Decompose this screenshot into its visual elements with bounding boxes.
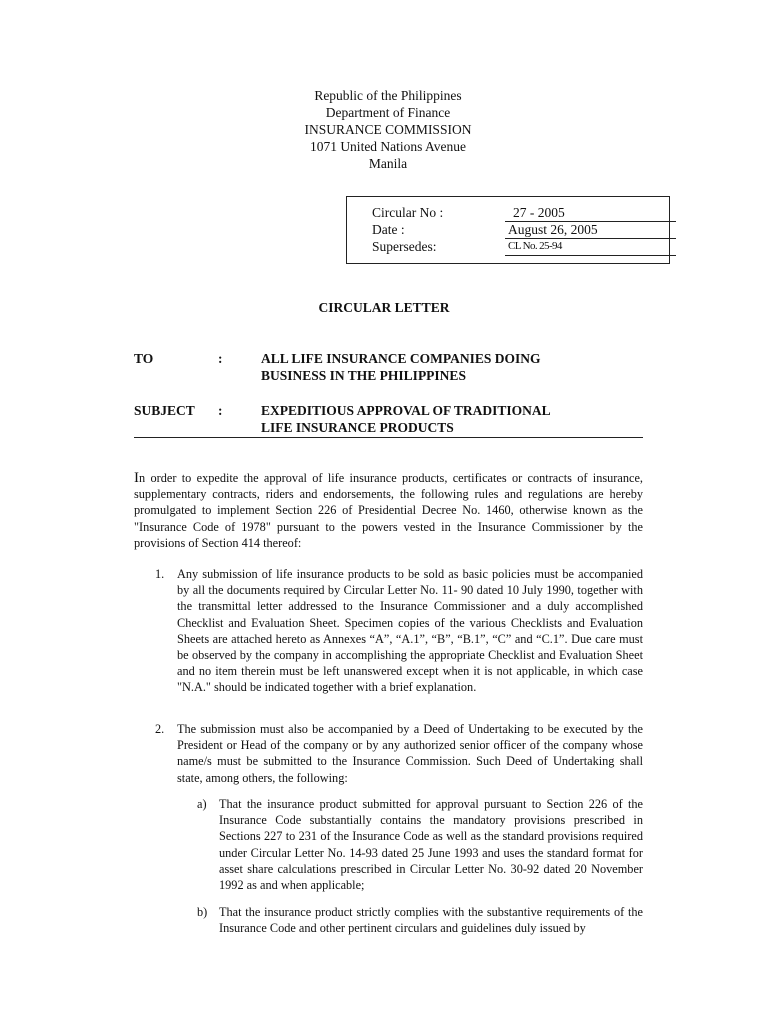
intro-paragraph xyxy=(134,470,643,551)
intro-text: n order to expedite the approval of life insurance products, certificates or contracts of insurance, supplementary contracts, riders and endorsements, the following rules and regulations are hereby promulgated to implement Section 226 of Presidential Decree No. 1460, otherwise known as the "Insurance Code of 1978" pursuant to the powers vested in the Insurance Commissioner by the provisions of Section 414 thereof: xyxy=(134,471,643,550)
letterhead-address: 1071 United Nations Avenue xyxy=(309,139,467,154)
sub-list-item-text: That the insurance product submitted for approval pursuant to Section 226 of the Insurance Code substantially contains the mandatory provisions prescribed in Sections 227 to 231 of the Insurance Code as well as the standard provisions required under Circular Letter No. 14-93 dated 25 June 1993 and uses the standard format for asset share calculations prescribed in Circular Letter No. 30-92 dated 20 November 1992 as and when applicable; xyxy=(219,797,643,893)
circular-no-label: Circular No : xyxy=(372,205,444,220)
subject-value: EXPEDITIOUS APPROVAL OF TRADITIONAL LIFE INSURANCE PRODUCTS xyxy=(261,403,550,435)
letterhead xyxy=(238,87,538,172)
letterhead-country: Republic of the Philippines xyxy=(314,88,462,103)
subject-colon: : xyxy=(218,403,223,418)
to-value: ALL LIFE INSURANCE COMPANIES DOING BUSINESS IN THE PHILIPPINES xyxy=(261,351,541,383)
list-item-text: Any submission of life insurance products to be sold as basic policies must be accompanied by all the documents required by Circular Letter No. 11- 90 dated 10 July 1990, together with the transmittal letter addressed to the Insurance Commissioner and a duly accomplished Checklist and Evaluation Sheet. Specimen copies of the various Checklists and Evaluation Sheets are attached hereto as Annexes “A”, “A.1”, “B”, “B.1”, “C” and “C.1”. Due care must be observed by the company in accomplishing the appropriate Checklist and Evaluation Sheet and no item therein must be left unanswered except when it is not applicable, in which case "N.A." should be indicated together with a brief explanation. xyxy=(177,567,643,695)
list-item-text: The submission must also be accompanied by a Deed of Undertaking to be executed by the President or Head of the company or by any authorized senior officer of the company whose name/s must be submitted to the Insurance Commission. Such Deed of Undertaking shall state, among others, the following: xyxy=(177,722,643,785)
intro-first-letter: I xyxy=(134,470,139,486)
circular-date-label: Date : xyxy=(372,222,405,237)
circular-no-value: 27 - 2005 xyxy=(505,205,676,222)
document-title: CIRCULAR LETTER xyxy=(318,300,450,315)
list-item-number: 2. xyxy=(155,722,165,736)
circular-supersedes-value: CL No. 25-94 xyxy=(505,239,676,256)
to-colon: : xyxy=(218,351,223,366)
circular-info-box xyxy=(346,196,670,264)
to-label: TO xyxy=(134,351,154,366)
letterhead-agency: INSURANCE COMMISSION xyxy=(304,122,472,137)
header-divider xyxy=(134,437,643,438)
letterhead-department: Department of Finance xyxy=(325,105,451,120)
subject-label: SUBJECT xyxy=(134,403,195,418)
circular-date-value: August 26, 2005 xyxy=(505,222,676,239)
sub-list-item-letter: b) xyxy=(197,905,208,919)
list-item-number: 1. xyxy=(155,567,165,581)
circular-supersedes-label: Supersedes: xyxy=(372,239,437,254)
sub-list-item-letter: a) xyxy=(197,797,207,811)
letterhead-city: Manila xyxy=(368,156,408,171)
sub-list-item-text: That the insurance product strictly complies with the substantive requirements of the Insurance Code and other pertinent circulars and guidelines duly issued by xyxy=(219,905,643,936)
